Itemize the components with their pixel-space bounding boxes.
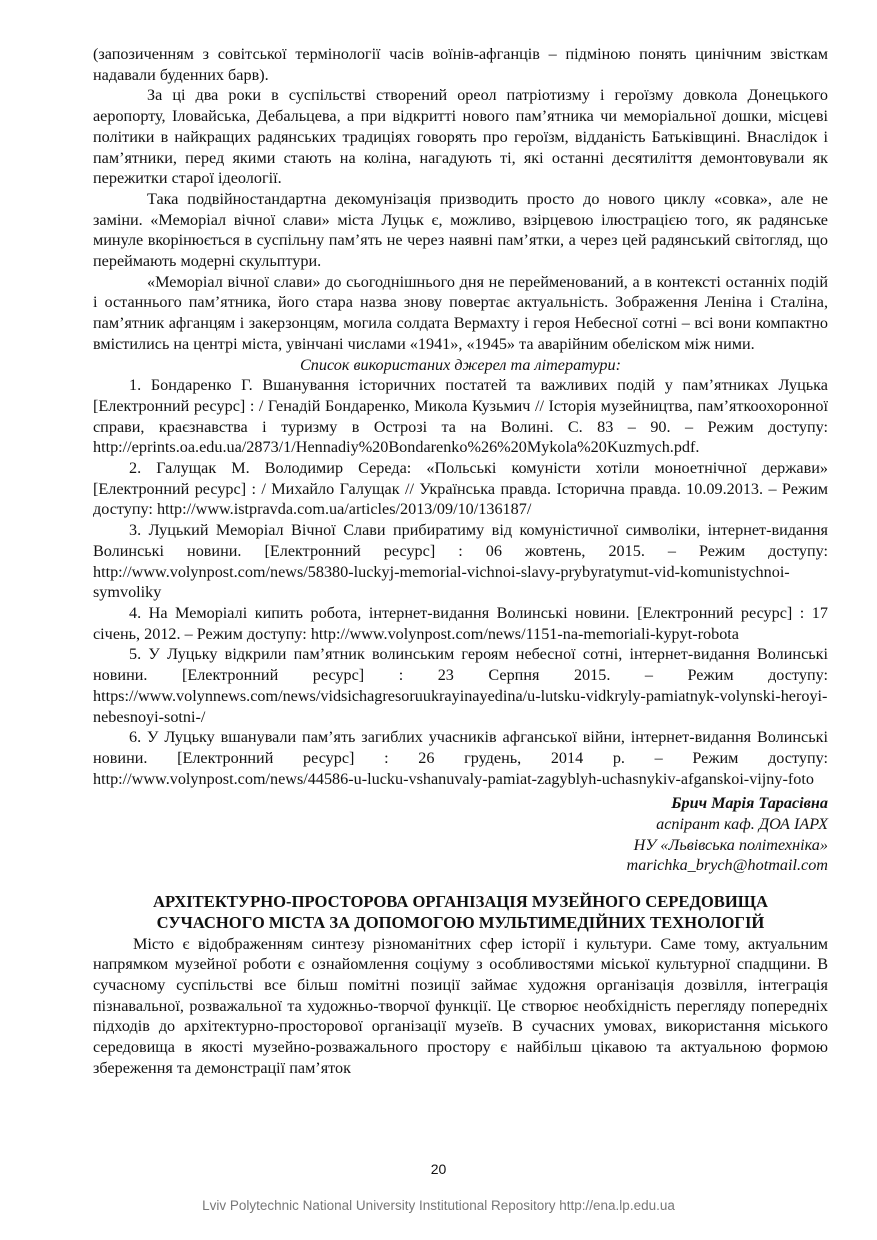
- author-position: аспірант каф. ДОА ІАРХ: [656, 815, 828, 834]
- author-email: marichka_brych@hotmail.com: [626, 856, 828, 875]
- article-title-line-2: СУЧАСНОГО МІСТА ЗА ДОПОМОГОЮ МУЛЬТИМЕДІЙНИХ ТЕХНОЛОГІЙ: [156, 912, 765, 932]
- body-paragraph: Така подвійностандартна декомунізація призводить просто до нового циклу «совка», але не заміни. «Меморіал вічної слави» міста Луцьк є, можливо, взірцевою ілюстрацією того, як радянське минуле вкорінюється в суспільну пам’ять не через наявні пам’ятки, а через цей радянський світогляд, що переймають модерні скульптури.: [93, 189, 828, 271]
- author-affiliation: НУ «Львівська політехніка»: [633, 835, 828, 854]
- body-paragraph: За ці два роки в суспільстві створений ореол патріотизму і героїзму довкола Донецького аеропорту, Іловайська, Дебальцева, а при відкритті нового пам’ятника чи меморіальної дошки, місцеві політики в найкращих радянських традиціях говорять про героїзм, відданість Батьківщині. Внаслідок і пам’ятники, перед якими стають на коліна, нагадують ті, які останні десятиліття демонтовували як пережитки старої ідеології.: [93, 86, 828, 188]
- reference-item: 6. У Луцьку вшанували пам’ять загиблих учасників афганської війни, інтернет-видання Волинські новини. [Електронний ресурс] : 26 грудень, 2014 р. – Режим доступу: http://www.volynpost.com/news/44586-u-lucku-vshanuvaly-pamiat-zagyblyh-uchasnykiv-afganskoi-vijny-foto: [93, 728, 828, 788]
- body-paragraph: «Меморіал вічної слави» до сьогоднішнього дня не перейменований, а в контексті останніх подій і останнього пам’ятника, його стара назва знову повертає актуальність. Зображення Леніна і Сталіна, пам’ятник афганцям і закерзонцям, могила солдата Вермахту і героя Небесної сотні – всі вони компактно вмістились на центрі міста, увінчані числами «1941», «1945» та аварійним обеліском між ними.: [93, 272, 828, 353]
- references-heading: Список використаних джерел та літератури:: [299, 355, 622, 374]
- repository-footer: Lviv Polytechnic National University Institutional Repository http://ena.lp.edu.ua: [202, 1198, 675, 1213]
- page-number: 20: [430, 1161, 447, 1177]
- author-name: Брич Марія Тарасівна: [671, 794, 828, 813]
- body-paragraph: (запозиченням з совітської термінології часів воїнів-афганців – підміною понять цинічним звісткам надавали буденних барв).: [93, 45, 828, 84]
- reference-item: 3. Луцький Меморіал Вічної Слави прибиратиму від комуністичної символіки, інтернет-видання Волинські новини. [Електронний ресурс] : 06 жовтень, 2015. – Режим доступу: http://www.volynpost.com/news/58380-luckyj-memorial-vichnoi-slavy-prybyratymut-vid-komunistychnoi-symvoliky: [93, 521, 828, 602]
- article-title-line-1: АРХІТЕКТУРНО-ПРОСТОРОВА ОРГАНІЗАЦІЯ МУЗЕЙНОГО СЕРЕДОВИЩА: [153, 892, 768, 912]
- page-body: [93, 44, 828, 1078]
- reference-item: 5. У Луцьку відкрили пам’ятник волинським героям небесної сотні, інтернет-видання Волинські новини. [Електронний ресурс] : 23 Серпня 2015. – Режим доступу: https://www.volynnews.com/news/vidsichagresoruukrayinayedina/u-lutsku-vidkryly-pamiatnyk-volynski-heroyi-nebesnoyi-sotni-/: [93, 645, 828, 726]
- article-body-paragraph: Місто є відображенням синтезу різноманітних сфер історії і культури. Саме тому, актуальним напрямком музейної роботи є ознайомлення соціуму з особливостями міської культурної спадщини. В сучасному суспільстві все більш помітні позиції займає художня організація дозвілля, інтеграція пізнавальної, розважальної та художньо-творчої функції. Це створює необхідність перегляду попередніх підходів до архітектурно-просторової організації музеїв. В сучасних умовах, використання міського середовища в якості музейно-розважального простору є найбільш цікавою та актуальною формою збереження та демонстрації пам’яток: [93, 934, 828, 1077]
- reference-item: 2. Галущак М. Володимир Середа: «Польські комуністи хотіли моноетнічної держави» [Електронний ресурс] : / Михайло Галущак // Українська правда. Історична правда. 10.09.2013. – Режим доступу: http://www.istpravda.com.ua/articles/2013/09/10/136187/: [93, 459, 828, 519]
- author-block: [93, 793, 828, 876]
- reference-item: 1. Бондаренко Г. Вшанування історичних постатей та важливих подій у пам’ятниках Луцька [Електронний ресурс] : / Генадій Бондаренко, Микола Кузьмич // Історія музейництва, пам’яткоохоронної справи, краєзнавства і туризму в Острозі та на Волині. С. 83 – 90. – Режим доступу: http://eprints.oa.edu.ua/2873/1/Hennadiy%20Bondarenko%26%20Mykola%20Kuzmych.pdf.: [93, 376, 828, 457]
- reference-item: 4. На Меморіалі кипить робота, інтернет-видання Волинські новини. [Електронний ресурс] : 17 січень, 2012. – Режим доступу: http://www.volynpost.com/news/1151-na-memoriali-kypyt-robota: [93, 603, 828, 643]
